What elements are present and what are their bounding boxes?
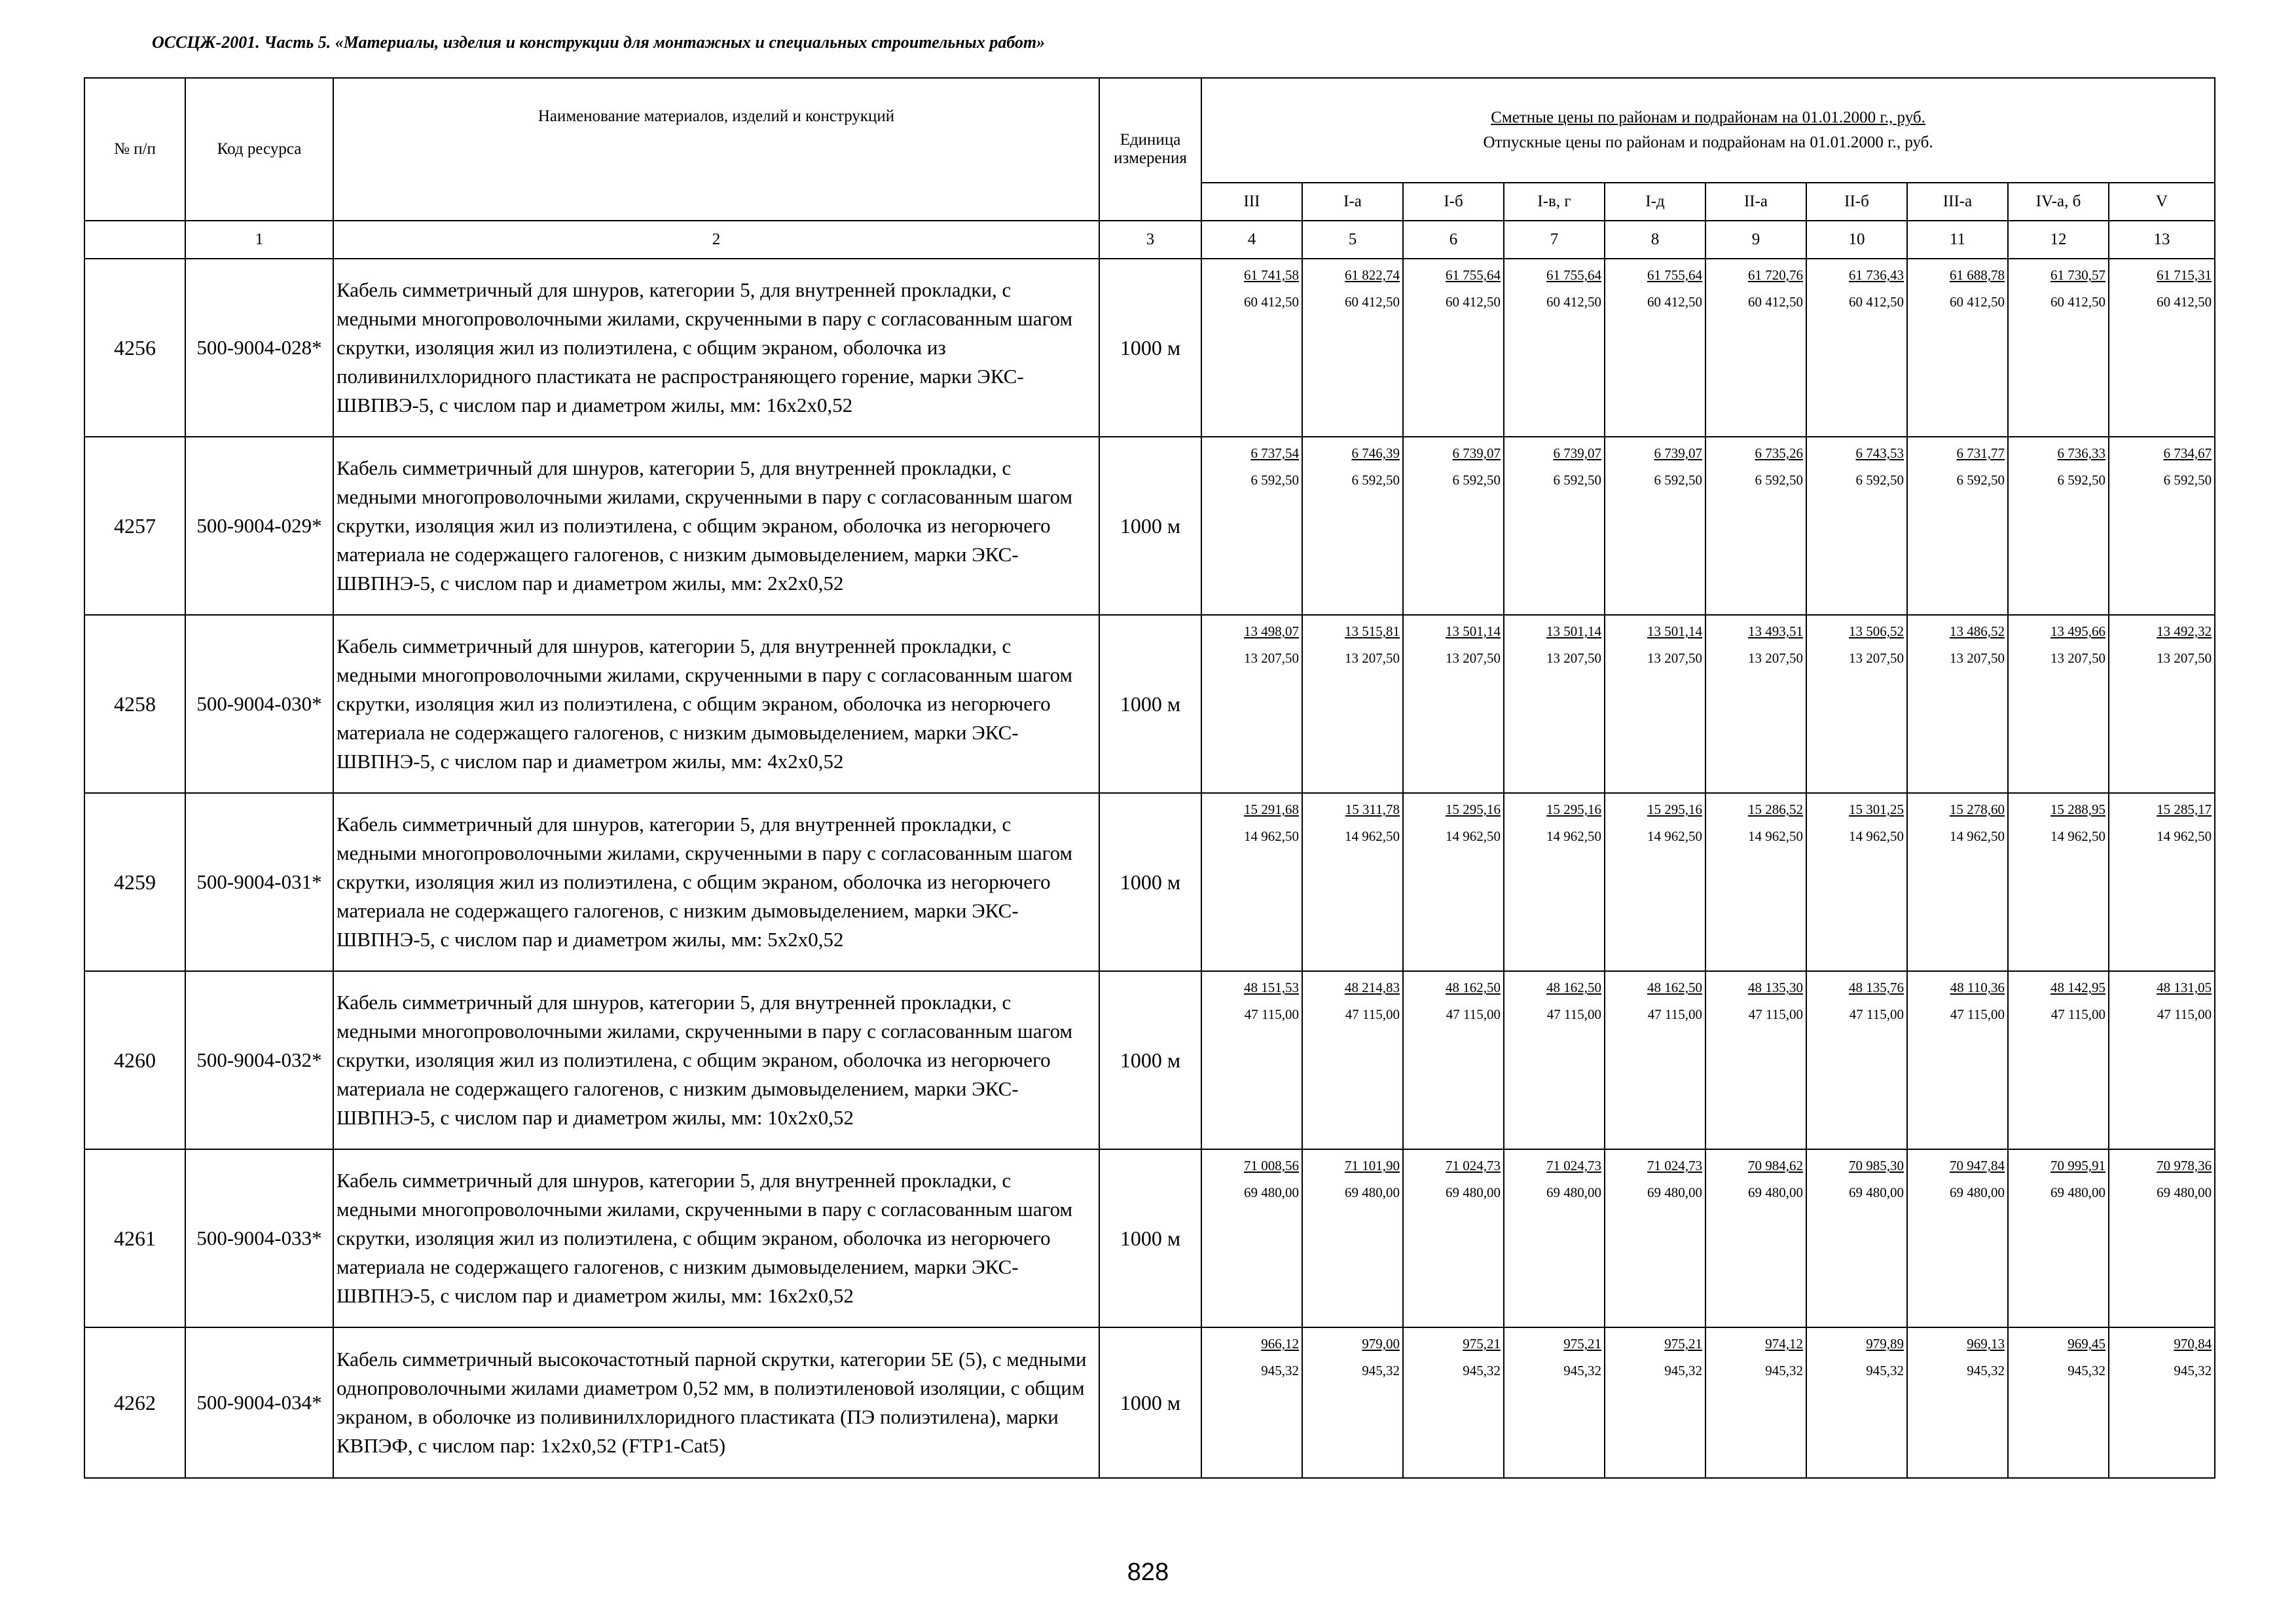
price-cell [1201,259,1302,437]
estimate-price: 61 715,31 [2157,267,2212,283]
release-price: 13 207,50 [1345,650,1400,666]
price-cell [1201,1327,1302,1478]
price-cell [1907,437,2008,615]
price-cell [2109,793,2215,971]
price-cell [2109,615,2215,793]
column-number: 10 [1806,221,1907,259]
header-name: Наименование материалов, изделий и конструкций [333,78,1099,221]
row-number: 4261 [84,1149,185,1327]
unit-cell: 1000 м [1099,259,1201,437]
district-header: II-а [1705,183,1806,221]
price-cell [1605,437,1705,615]
price-cell [1806,437,1907,615]
estimate-price: 13 501,14 [1446,623,1501,639]
release-price: 47 115,00 [1244,1006,1299,1022]
release-price: 14 962,50 [1345,828,1400,844]
release-price: 6 592,50 [1956,472,2005,488]
release-price: 13 207,50 [1546,650,1601,666]
estimate-price: 15 295,16 [1446,802,1501,817]
estimate-price: 13 486,52 [1950,623,2005,639]
release-price: 69 480,00 [2050,1185,2105,1200]
column-number: 8 [1605,221,1705,259]
table-row [84,1149,2215,1327]
estimate-price: 71 024,73 [1446,1158,1501,1173]
estimate-price: 48 135,76 [1849,980,1904,995]
price-cell [1302,259,1403,437]
release-price: 60 412,50 [1849,294,1904,310]
header-prices [1201,78,2215,183]
row-number: 4257 [84,437,185,615]
price-cell [2109,1149,2215,1327]
release-price: 14 962,50 [2157,828,2212,844]
unit-cell: 1000 м [1099,615,1201,793]
release-price: 945,32 [1765,1363,1803,1378]
district-header: V [2109,183,2215,221]
unit-cell: 1000 м [1099,437,1201,615]
estimate-price: 6 739,07 [1654,445,1702,461]
material-name: Кабель симметричный для шнуров, категории 5, для внутренней прокладки, с медными многопроволочными жилами, скрученными в пару с согласованным шагом скрутки, изоляция жил из полиэтилена, с общим экраном, оболочка из негорючего материала не содержащего галогенов, с низким дымовыделением, марки ЭКС-ШВПНЭ-5, с числом пар и диаметром жилы, мм: 10x2x0,52 [333,971,1099,1149]
price-cell [1403,437,1504,615]
table-row [84,1327,2215,1478]
release-price: 945,32 [2174,1363,2212,1378]
price-cell [1403,615,1504,793]
estimate-price: 13 498,07 [1244,623,1299,639]
price-cell [2008,437,2109,615]
price-cell [2008,793,2109,971]
price-cell [1806,1327,1907,1478]
release-price: 60 412,50 [1546,294,1601,310]
price-cell [1806,615,1907,793]
release-price: 14 962,50 [1950,828,2005,844]
column-number-empty [84,221,185,259]
price-cell [2008,1327,2109,1478]
estimate-price: 61 741,58 [1244,267,1299,283]
release-price: 14 962,50 [1849,828,1904,844]
estimate-price: 48 142,95 [2050,980,2105,995]
estimate-price: 6 739,07 [1553,445,1601,461]
estimate-price: 71 101,90 [1345,1158,1400,1173]
resource-code: 500-9004-031* [185,793,333,971]
material-name: Кабель симметричный для шнуров, категории 5, для внутренней прокладки, с медными многопроволочными жилами, скрученными в пару с согласованным шагом скрутки, изоляция жил из полиэтилена, с общим экраном, оболочка из поливинилхлоридного пластиката не распространяющего горение, марки ЭКС-ШВПВЭ-5, с числом пар и диаметром жилы, мм: 16x2x0,52 [333,259,1099,437]
estimate-price: 15 285,17 [2157,802,2212,817]
price-cell [1806,1149,1907,1327]
estimate-price: 15 301,25 [1849,802,1904,817]
price-cell [1806,259,1907,437]
table-row [84,259,2215,437]
release-price: 47 115,00 [1345,1006,1400,1022]
release-price: 69 480,00 [2157,1185,2212,1200]
price-cell [1605,1149,1705,1327]
price-cell [1201,437,1302,615]
estimate-price: 970,84 [2174,1336,2212,1352]
price-cell [1403,1149,1504,1327]
estimate-price: 70 978,36 [2157,1158,2212,1173]
column-number: 3 [1099,221,1201,259]
price-cell [1605,259,1705,437]
table-row [84,437,2215,615]
row-number: 4260 [84,971,185,1149]
district-header: IV-а, б [2008,183,2109,221]
price-cell [1201,1149,1302,1327]
estimate-price: 15 278,60 [1950,802,2005,817]
estimate-price: 13 501,14 [1546,623,1601,639]
district-header: III [1201,183,1302,221]
release-price: 945,32 [1261,1363,1299,1378]
estimate-price: 48 162,50 [1546,980,1601,995]
release-price: 13 207,50 [2157,650,2212,666]
estimate-price: 13 493,51 [1748,623,1803,639]
release-price: 69 480,00 [1446,1185,1501,1200]
estimate-price: 15 291,68 [1244,802,1299,817]
column-number: 9 [1705,221,1806,259]
estimate-price: 71 024,73 [1647,1158,1702,1173]
release-price: 13 207,50 [1647,650,1702,666]
release-price: 945,32 [1967,1363,2005,1378]
price-cell [1302,615,1403,793]
estimate-price: 15 295,16 [1546,802,1601,817]
district-header: II-б [1806,183,1907,221]
estimate-price: 15 286,52 [1748,802,1803,817]
price-cell [1907,1149,2008,1327]
release-price: 13 207,50 [1748,650,1803,666]
price-cell [2109,259,2215,437]
price-cell [1504,259,1605,437]
release-price: 6 592,50 [1654,472,1702,488]
estimate-price: 61 688,78 [1950,267,2005,283]
column-number: 12 [2008,221,2109,259]
price-cell [2109,1327,2215,1478]
page-number: 828 [1127,1559,1169,1586]
estimate-price: 61 755,64 [1446,267,1501,283]
release-price: 69 480,00 [1244,1185,1299,1200]
release-price: 47 115,00 [1849,1006,1904,1022]
release-price: 14 962,50 [1647,828,1702,844]
column-number: 2 [333,221,1099,259]
estimate-price: 6 734,67 [2163,445,2212,461]
price-cell [1201,615,1302,793]
row-number: 4259 [84,793,185,971]
estimate-price: 6 731,77 [1956,445,2005,461]
district-header: III-а [1907,183,2008,221]
estimate-price: 48 214,83 [1345,980,1400,995]
price-cell [1302,1327,1403,1478]
table-row [84,971,2215,1149]
price-table [84,77,2215,1479]
release-price: 13 207,50 [1950,650,2005,666]
material-name: Кабель симметричный для шнуров, категории 5, для внутренней прокладки, с медными многопроволочными жилами, скрученными в пару с согласованным шагом скрутки, изоляция жил из полиэтилена, с общим экраном, оболочка из негорючего материала не содержащего галогенов, с низким дымовыделением, марки ЭКС-ШВПНЭ-5, с числом пар и диаметром жилы, мм: 4x2x0,52 [333,615,1099,793]
release-price: 14 962,50 [1446,828,1501,844]
price-cell [1705,793,1806,971]
release-price: 47 115,00 [1647,1006,1702,1022]
price-cell [2109,971,2215,1149]
release-price: 6 592,50 [1755,472,1803,488]
price-cell [1705,437,1806,615]
release-price: 945,32 [1664,1363,1702,1378]
release-price: 6 592,50 [1553,472,1601,488]
column-number: 4 [1201,221,1302,259]
release-price: 6 592,50 [2163,472,2212,488]
document-header: ОССЦЖ-2001. Часть 5. «Материалы, изделия и конструкции для монтажных и специальных строительных работ» [152,33,1046,52]
price-cell [1705,259,1806,437]
district-header: I-д [1605,183,1705,221]
unit-cell: 1000 м [1099,1149,1201,1327]
estimate-price: 13 495,66 [2050,623,2105,639]
estimate-price: 966,12 [1261,1336,1299,1352]
release-price: 69 480,00 [1950,1185,2005,1200]
release-price: 6 592,50 [2057,472,2105,488]
table-row [84,793,2215,971]
resource-code: 500-9004-028* [185,259,333,437]
release-price: 945,32 [1866,1363,1904,1378]
price-cell [2008,971,2109,1149]
estimate-price: 15 288,95 [2050,802,2105,817]
price-cell [1504,437,1605,615]
release-price: 6 592,50 [1351,472,1400,488]
estimate-price: 13 501,14 [1647,623,1702,639]
price-cell [1504,1149,1605,1327]
release-price: 13 207,50 [1849,650,1904,666]
release-price: 47 115,00 [1546,1006,1601,1022]
resource-code: 500-9004-034* [185,1327,333,1478]
price-cell [1403,971,1504,1149]
unit-cell: 1000 м [1099,971,1201,1149]
estimate-price: 6 743,53 [1855,445,1904,461]
material-name: Кабель симметричный для шнуров, категории 5, для внутренней прокладки, с медными многопроволочными жилами, скрученными в пару с согласованным шагом скрутки, изоляция жил из полиэтилена, с общим экраном, оболочка из негорючего материала не содержащего галогенов, с низким дымовыделением, марки ЭКС-ШВПНЭ-5, с числом пар и диаметром жилы, мм: 2x2x0,52 [333,437,1099,615]
release-price: 6 592,50 [1855,472,1904,488]
release-price: 69 480,00 [1546,1185,1601,1200]
estimate-price: 6 736,33 [2057,445,2105,461]
release-price: 60 412,50 [2050,294,2105,310]
price-cell [1907,793,2008,971]
column-number: 6 [1403,221,1504,259]
release-price: 6 592,50 [1250,472,1299,488]
estimate-price: 61 730,57 [2050,267,2105,283]
header-prices-release: Отпускные цены по районам и подрайонам на 01.01.2000 г., руб. [1483,134,1933,151]
price-cell [1605,971,1705,1149]
price-cell [2008,1149,2109,1327]
estimate-price: 13 515,81 [1345,623,1400,639]
district-header: I-б [1403,183,1504,221]
release-price: 6 592,50 [1452,472,1501,488]
column-number: 11 [1907,221,2008,259]
header-prices-estimate: Сметные цены по районам и подрайонам на 01.01.2000 г., руб. [1491,109,1925,126]
column-number: 7 [1504,221,1605,259]
release-price: 47 115,00 [1748,1006,1803,1022]
header-num: № п/п [84,78,185,221]
header-unit: Единица измерения [1099,78,1201,221]
release-price: 60 412,50 [2157,294,2212,310]
estimate-price: 974,12 [1765,1336,1803,1352]
release-price: 69 480,00 [1748,1185,1803,1200]
price-cell [1605,793,1705,971]
estimate-price: 48 151,53 [1244,980,1299,995]
price-cell [1403,1327,1504,1478]
resource-code: 500-9004-030* [185,615,333,793]
release-price: 47 115,00 [1950,1006,2005,1022]
material-name: Кабель симметричный для шнуров, категории 5, для внутренней прокладки, с медными многопроволочными жилами, скрученными в пару с согласованным шагом скрутки, изоляция жил из полиэтилена, с общим экраном, оболочка из негорючего материала не содержащего галогенов, с низким дымовыделением, марки ЭКС-ШВПНЭ-5, с числом пар и диаметром жилы, мм: 5x2x0,52 [333,793,1099,971]
price-cell [1302,437,1403,615]
table-row [84,615,2215,793]
price-cell [1302,971,1403,1149]
release-price: 14 962,50 [1546,828,1601,844]
release-price: 13 207,50 [2050,650,2105,666]
price-cell [2109,437,2215,615]
estimate-price: 70 985,30 [1849,1158,1904,1173]
price-cell [1504,615,1605,793]
release-price: 945,32 [1362,1363,1400,1378]
price-cell [1504,793,1605,971]
release-price: 60 412,50 [1647,294,1702,310]
price-cell [2008,615,2109,793]
estimate-price: 70 984,62 [1748,1158,1803,1173]
estimate-price: 979,89 [1866,1336,1904,1352]
estimate-price: 61 755,64 [1546,267,1601,283]
price-cell [1605,615,1705,793]
price-cell [1705,615,1806,793]
price-cell [1907,1327,2008,1478]
estimate-price: 61 755,64 [1647,267,1702,283]
column-number: 5 [1302,221,1403,259]
price-cell [1907,615,2008,793]
release-price: 47 115,00 [1446,1006,1501,1022]
estimate-price: 6 739,07 [1452,445,1501,461]
resource-code: 500-9004-029* [185,437,333,615]
price-cell [1201,793,1302,971]
resource-code: 500-9004-032* [185,971,333,1149]
price-cell [1504,1327,1605,1478]
material-name: Кабель симметричный высокочастотный парной скрутки, категории 5Е (5), с медными однопроволочными жилами диаметром 0,52 мм, в полиэтиленовой изоляции, с общим экраном, в оболочке из поливинилхлоридного пластиката (ПЭ полиэтилена), марки КВПЭФ, с числом пар: 1x2x0,52 (FTP1-Cat5) [333,1327,1099,1478]
estimate-price: 969,13 [1967,1336,2005,1352]
price-cell [1302,793,1403,971]
release-price: 60 412,50 [1446,294,1501,310]
price-cell [1907,259,2008,437]
column-number: 1 [185,221,333,259]
row-number: 4258 [84,615,185,793]
release-price: 47 115,00 [2157,1006,2212,1022]
price-cell [1403,259,1504,437]
estimate-price: 48 162,50 [1446,980,1501,995]
price-cell [1605,1327,1705,1478]
price-cell [1806,793,1907,971]
estimate-price: 48 135,30 [1748,980,1803,995]
estimate-price: 13 492,32 [2157,623,2212,639]
release-price: 69 480,00 [1647,1185,1702,1200]
estimate-price: 61 720,76 [1748,267,1803,283]
material-name: Кабель симметричный для шнуров, категории 5, для внутренней прокладки, с медными многопроволочными жилами, скрученными в пару с согласованным шагом скрутки, изоляция жил из полиэтилена, с общим экраном, оболочка из негорючего материала не содержащего галогенов, с низким дымовыделением, марки ЭКС-ШВПНЭ-5, с числом пар и диаметром жилы, мм: 16x2x0,52 [333,1149,1099,1327]
estimate-price: 6 735,26 [1755,445,1803,461]
release-price: 945,32 [1463,1363,1501,1378]
estimate-price: 70 947,84 [1950,1158,2005,1173]
estimate-price: 70 995,91 [2050,1158,2105,1173]
release-price: 69 480,00 [1345,1185,1400,1200]
row-number: 4262 [84,1327,185,1478]
estimate-price: 61 736,43 [1849,267,1904,283]
release-price: 60 412,50 [1345,294,1400,310]
estimate-price: 71 024,73 [1546,1158,1601,1173]
release-price: 60 412,50 [1950,294,2005,310]
release-price: 14 962,50 [1748,828,1803,844]
estimate-price: 48 110,36 [1950,980,2005,995]
estimate-price: 71 008,56 [1244,1158,1299,1173]
release-price: 47 115,00 [2050,1006,2105,1022]
price-cell [1504,971,1605,1149]
resource-code: 500-9004-033* [185,1149,333,1327]
price-cell [1403,793,1504,971]
price-cell [2008,259,2109,437]
release-price: 945,32 [2068,1363,2105,1378]
release-price: 14 962,50 [1244,828,1299,844]
estimate-price: 975,21 [1463,1336,1501,1352]
unit-cell: 1000 м [1099,1327,1201,1478]
estimate-price: 975,21 [1563,1336,1601,1352]
price-cell [1201,971,1302,1149]
price-cell [1705,1327,1806,1478]
release-price: 60 412,50 [1748,294,1803,310]
estimate-price: 15 295,16 [1647,802,1702,817]
unit-cell: 1000 м [1099,793,1201,971]
estimate-price: 48 131,05 [2157,980,2212,995]
price-cell [1907,971,2008,1149]
district-header: I-а [1302,183,1403,221]
row-number: 4256 [84,259,185,437]
estimate-price: 15 311,78 [1345,802,1400,817]
estimate-price: 969,45 [2068,1336,2105,1352]
estimate-price: 48 162,50 [1647,980,1702,995]
estimate-price: 61 822,74 [1345,267,1400,283]
price-cell [1806,971,1907,1149]
release-price: 13 207,50 [1446,650,1501,666]
release-price: 14 962,50 [2050,828,2105,844]
estimate-price: 6 746,39 [1351,445,1400,461]
price-cell [1302,1149,1403,1327]
release-price: 60 412,50 [1244,294,1299,310]
header-code: Код ресурса [185,78,333,221]
price-cell [1705,971,1806,1149]
release-price: 945,32 [1563,1363,1601,1378]
estimate-price: 13 506,52 [1849,623,1904,639]
release-price: 69 480,00 [1849,1185,1904,1200]
district-header: I-в, г [1504,183,1605,221]
estimate-price: 6 737,54 [1250,445,1299,461]
estimate-price: 975,21 [1664,1336,1702,1352]
estimate-price: 979,00 [1362,1336,1400,1352]
price-cell [1705,1149,1806,1327]
column-number: 13 [2109,221,2215,259]
release-price: 13 207,50 [1244,650,1299,666]
